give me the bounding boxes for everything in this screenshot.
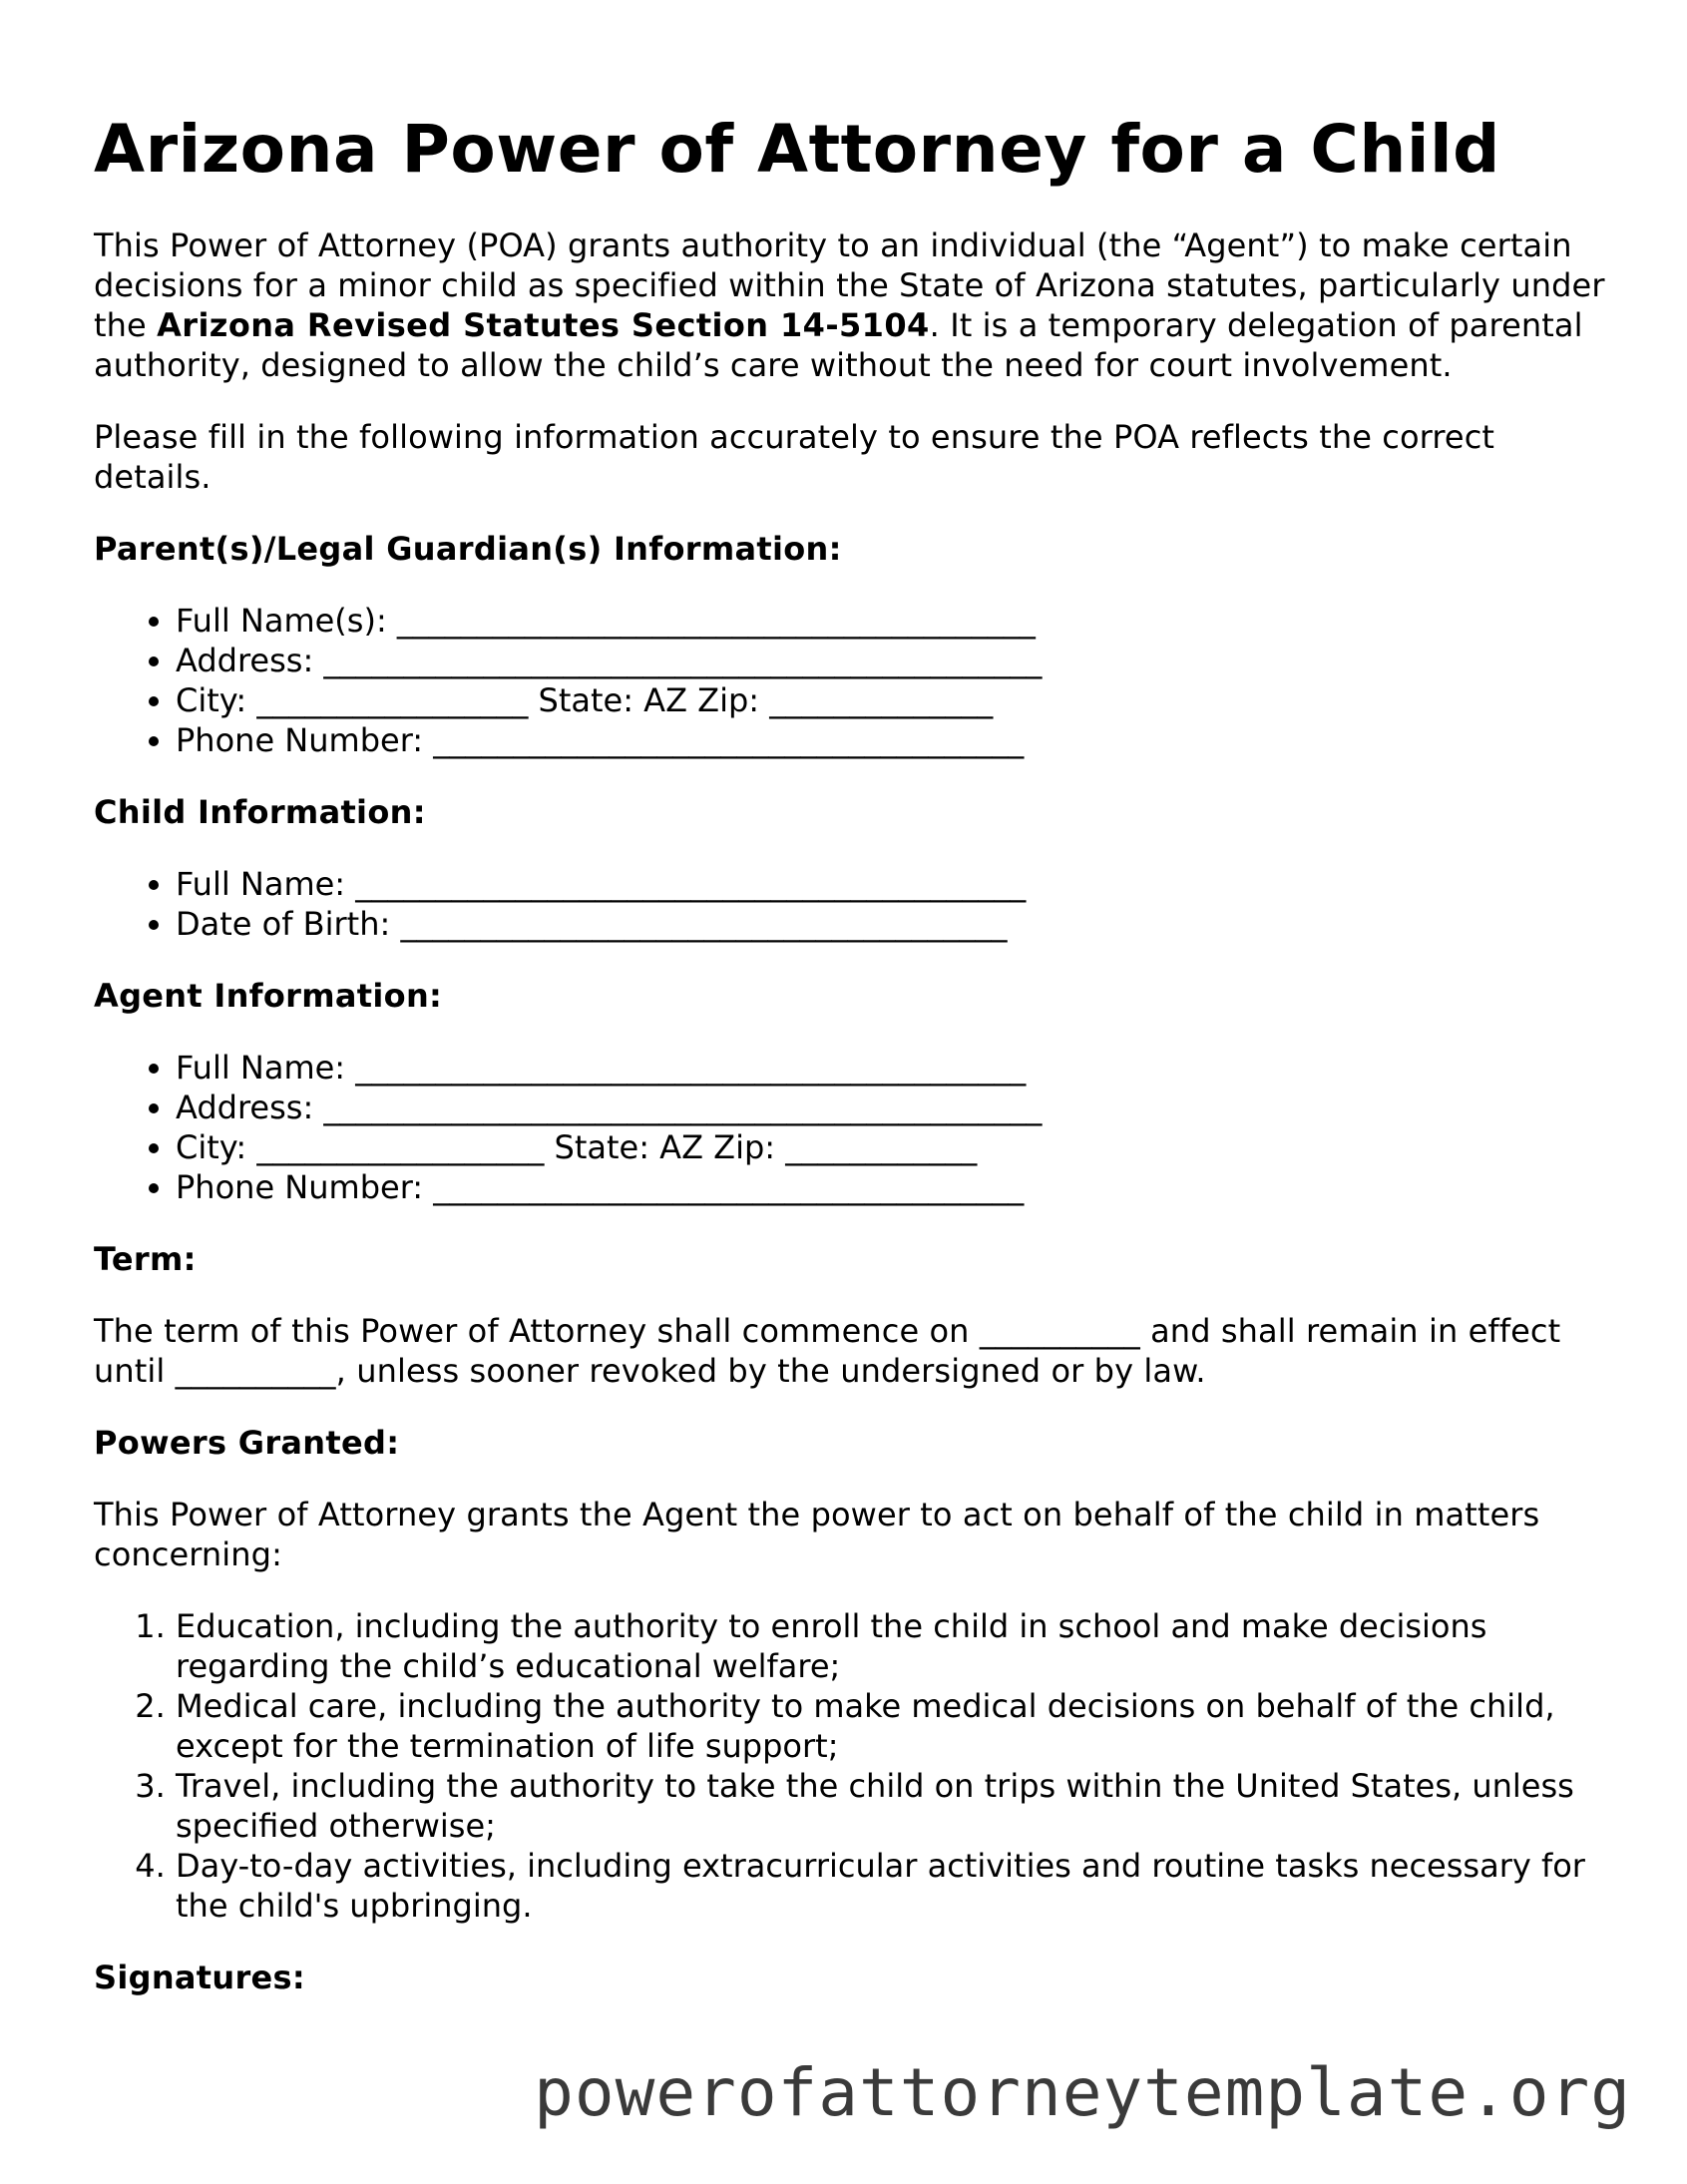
powers-paragraph: This Power of Attorney grants the Agent the power to act on behalf of the child in matters concerning: xyxy=(94,1496,1540,1573)
child-full-name-field: • Full Name: __________________________________________ xyxy=(176,864,1610,904)
intro-text-end: . It is a temporary delegation of parental authority, designed to allow the child’s care without the need for court involvement. xyxy=(94,306,1583,384)
agent-address-field: • Address: _____________________________________________ xyxy=(176,1088,1610,1127)
intro-text-start: This Power of Attorney (POA) grants authority to an individual (the “Agent”) to make certain decisions for a minor child as specified within the State of Arizona statutes, particularly under the xyxy=(94,226,1605,344)
child-list xyxy=(94,864,1610,944)
power-item-medical: 2. Medical care, including the authority to make medical decisions on behalf of the child, except for the termination of life support; xyxy=(176,1686,1610,1766)
parent-full-name-field: • Full Name(s): ________________________________________ xyxy=(176,601,1610,641)
parents-heading: Parent(s)/Legal Guardian(s) Information: xyxy=(94,530,842,568)
term-paragraph: The term of this Power of Attorney shall commence on __________ and shall remain in effect until __________, unless sooner revoked by the undersigned or by law. xyxy=(94,1312,1561,1390)
intro-paragraph xyxy=(94,225,1610,385)
parent-address-field: • Address: _____________________________________________ xyxy=(176,641,1610,680)
document-page xyxy=(94,108,1610,2029)
agent-phone-field: • Phone Number: _____________________________________ xyxy=(176,1167,1610,1207)
child-heading: Child Information: xyxy=(94,793,426,831)
child-dob-field: • Date of Birth: ______________________________________ xyxy=(176,904,1610,944)
power-item-travel: 3. Travel, including the authority to take the child on trips within the United States, unless specified otherwise; xyxy=(176,1766,1610,1846)
instructions-paragraph: Please fill in the following information accurately to ensure the POA reflects the correct details. xyxy=(94,418,1495,496)
power-item-day-to-day: 4. Day-to-day activities, including extracurricular activities and routine tasks necessary for the child's upbringing. xyxy=(176,1846,1610,1926)
agent-full-name-field: • Full Name: __________________________________________ xyxy=(176,1048,1610,1088)
agent-heading: Agent Information: xyxy=(94,977,443,1015)
parent-city-state-zip-field: • City: _________________ State: AZ Zip: ______________ xyxy=(176,680,1610,720)
document-title: Arizona Power of Attorney for a Child xyxy=(94,111,1500,188)
statute-reference: Arizona Revised Statutes Section 14-5104 xyxy=(157,306,930,344)
term-heading: Term: xyxy=(94,1240,197,1278)
parent-phone-field: • Phone Number: _____________________________________ xyxy=(176,720,1610,760)
powers-list xyxy=(94,1606,1610,1926)
agent-list xyxy=(94,1048,1610,1207)
parents-list xyxy=(94,601,1610,760)
site-watermark: powerofattorneytemplate.org xyxy=(534,2054,1631,2131)
signatures-heading: Signatures: xyxy=(94,1959,306,1996)
powers-heading: Powers Granted: xyxy=(94,1424,400,1462)
agent-city-state-zip-field: • City: __________________ State: AZ Zip: ____________ xyxy=(176,1127,1610,1167)
power-item-education: 1. Education, including the authority to enroll the child in school and make decisions regarding the child’s educational welfare; xyxy=(176,1606,1610,1686)
